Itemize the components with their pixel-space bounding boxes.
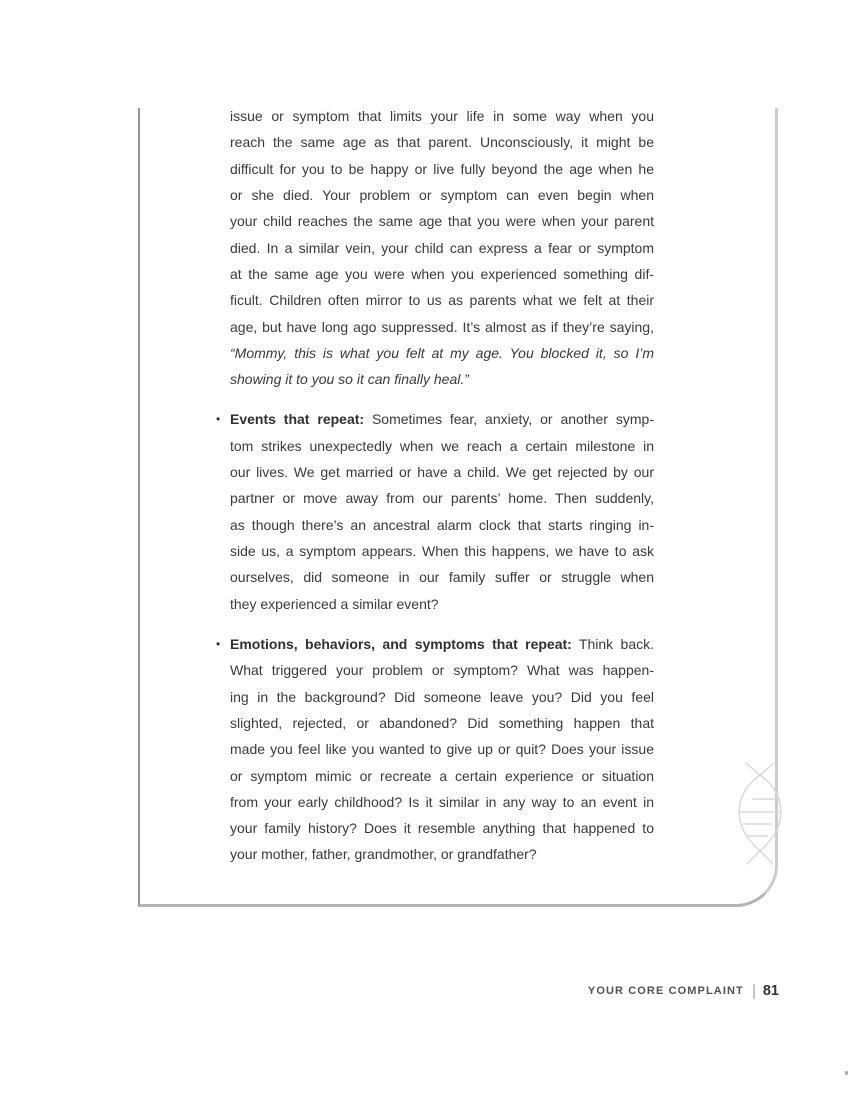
bullet-marker: • xyxy=(216,636,221,651)
footer-page-number: 81 xyxy=(762,983,779,999)
line-bold-prefix: Events that repeat: xyxy=(230,411,365,428)
text-line: tom strikes unexpectedly when we reach a certain milestone in xyxy=(230,437,654,454)
text-line: as though there’s an ancestral alarm clock that starts ringing in- xyxy=(230,516,654,533)
text-line: partner or move away from our parents’ home. Then suddenly, xyxy=(230,490,654,507)
text-line: slighted, rejected, or abandoned? Did something happen that xyxy=(230,714,654,731)
text-line: showing it to you so it can finally heal.” xyxy=(230,371,469,388)
text-line: difficult for you to be happy or live fully beyond the age when he xyxy=(230,160,654,177)
text-line: they experienced a similar event? xyxy=(230,595,439,612)
bullet-marker: • xyxy=(216,412,221,427)
page-footer xyxy=(588,982,779,1000)
text-block xyxy=(216,103,654,868)
text-line: your child reaches the same age that you were when your parent xyxy=(230,213,654,230)
bullet-paragraph xyxy=(216,406,654,617)
paragraph xyxy=(230,103,654,392)
scan-artifact-dot xyxy=(845,1071,848,1075)
text-line: died. In a similar vein, your child can express a fear or symptom xyxy=(230,239,654,256)
text-line: ourselves, did someone in our family suffer or struggle when xyxy=(230,569,654,586)
footer-section-label: YOUR CORE COMPLAINT xyxy=(587,985,744,997)
text-line: Events that repeat: Sometimes fear, anxiety, or another symp- xyxy=(230,411,654,428)
text-line: What triggered your problem or symptom? What was happen- xyxy=(230,662,654,679)
text-line: made you feel like you wanted to give up or quit? Does your issue xyxy=(230,741,654,758)
text-line: age, but have long ago suppressed. It’s almost as if they’re saying, xyxy=(230,318,654,335)
text-line: our lives. We get married or have a child. We get rejected by our xyxy=(230,464,654,481)
line-bold-prefix: Emotions, behaviors, and symptoms that repeat: xyxy=(230,635,572,652)
text-line: ficult. Children often mirror to us as parents what we felt at their xyxy=(230,292,654,309)
text-line: Emotions, behaviors, and symptoms that repeat: Think back. xyxy=(230,635,654,652)
text-line: issue or symptom that limits your life in some way when you xyxy=(230,108,654,124)
text-line: reach the same age as that parent. Unconsciously, it might be xyxy=(230,134,654,151)
text-line: your mother, father, grandmother, or grandfather? xyxy=(230,846,537,863)
bullet-paragraph xyxy=(216,631,654,868)
footer-separator xyxy=(753,984,755,999)
text-line: “Mommy, this is what you felt at my age. You blocked it, so I’m xyxy=(230,344,654,361)
text-line: side us, a symptom appears. When this happens, we have to ask xyxy=(230,543,654,559)
text-line: or she died. Your problem or symptom can even begin when xyxy=(230,186,654,203)
text-line: at the same age you were when you experienced something dif- xyxy=(230,265,654,282)
text-line: ing in the background? Did someone leave you? Did you feel xyxy=(230,688,654,705)
text-line: from your early childhood? Is it similar in any way to an event in xyxy=(230,793,654,810)
text-line: or symptom mimic or recreate a certain experience or situation xyxy=(230,767,654,784)
text-line: your family history? Does it resemble anything that happened to xyxy=(230,820,654,837)
dna-helix-icon xyxy=(731,761,791,867)
